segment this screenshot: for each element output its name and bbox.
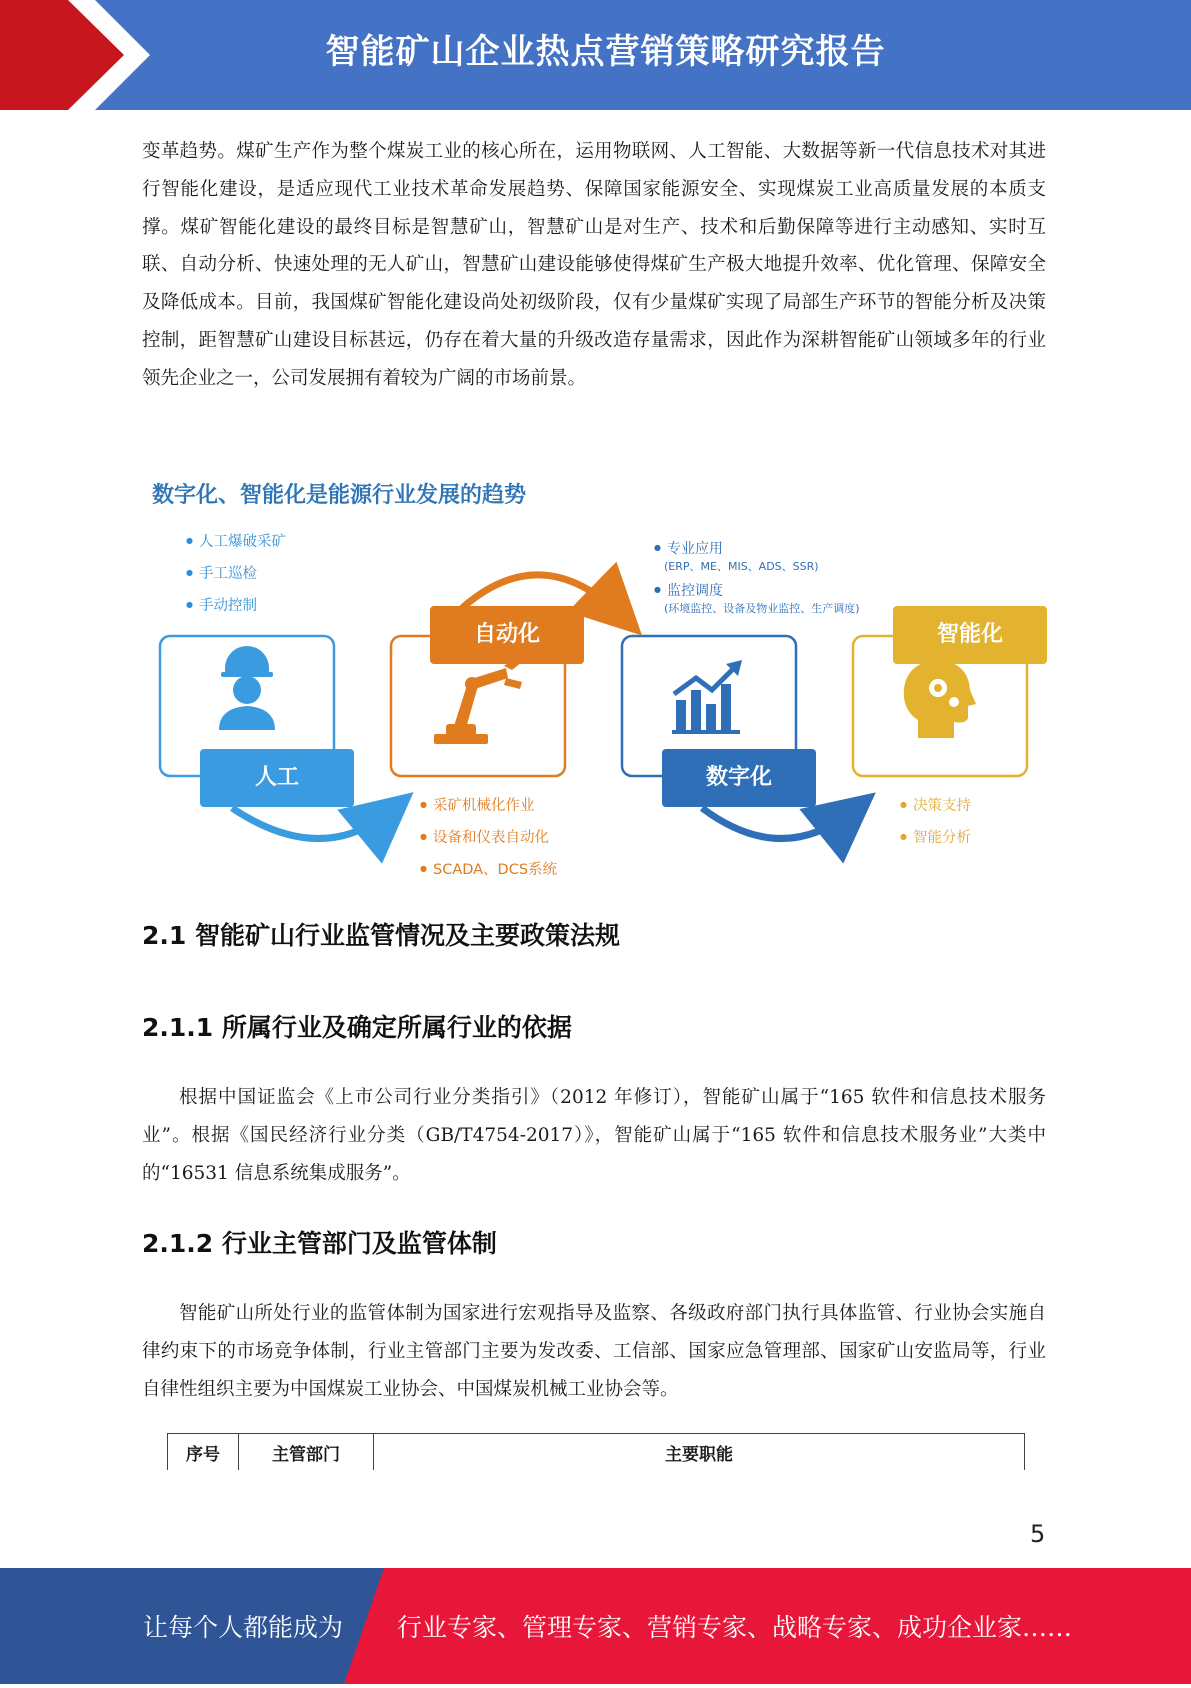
section-2-1-2-heading: 2.1.2 行业主管部门及监管体制	[142, 1229, 497, 1258]
section-2-1-heading: 2.1 智能矿山行业监管情况及主要政策法规	[142, 921, 620, 950]
automation-label: 自动化	[430, 606, 584, 664]
worker-icon	[219, 646, 275, 730]
arrow-manual-to-automation	[232, 808, 392, 839]
arrow-digital-to-intelligent	[702, 808, 854, 839]
page-header	[0, 0, 1191, 110]
authority-table	[167, 1433, 1025, 1470]
section-2-1-1-heading: 2.1.1 所属行业及确定所属行业的依据	[142, 1013, 572, 1042]
table-header-function: 主要职能	[374, 1434, 1025, 1471]
automation-bullet-2: ● 设备和仪表自动化	[420, 826, 549, 847]
trend-figure	[142, 468, 1052, 888]
table-header-department: 主管部门	[239, 1434, 374, 1471]
page-number: 5	[1030, 1520, 1046, 1548]
section-2-1-2-paragraph: 智能矿山所处行业的监管体制为国家进行宏观指导及监察、各级政府部门执行具体监管、行业协会实施自律约束下的市场竞争体制，行业主管部门主要为发改委、工信部、国家应急管理部、国家矿山安监局等，行业自律性组织主要为中国煤炭工业协会、中国煤炭机械工业协会等。	[142, 1303, 1046, 1400]
manual-bullet-3: ● 手动控制	[186, 594, 257, 615]
robot-arm-icon	[434, 656, 522, 744]
section-2-1-1-paragraph: 根据中国证监会《上市公司行业分类指引》（2012 年修订），智能矿山属于“165 软件和信息技术服务业”。根据《国民经济行业分类（GB/T4754-2017）》，智能矿山属于“165 软件和信息技术服务业”大类中的“16531 信息系统集成服务”。	[142, 1087, 1046, 1184]
manual-bullet-1: ● 人工爆破采矿	[186, 530, 286, 551]
automation-bullet-3: ● SCADA、DCS系统	[420, 858, 557, 879]
manual-label: 人工	[200, 749, 354, 807]
manual-bullet-2: ● 手工巡检	[186, 562, 257, 583]
table-header-row	[168, 1434, 1025, 1471]
digital-bullet-2: ● 监控调度	[654, 580, 723, 600]
automation-bullet-1: ● 采矿机械化作业	[420, 794, 534, 815]
intelligent-label: 智能化	[893, 606, 1047, 664]
table-header-index: 序号	[168, 1434, 239, 1471]
footer-slogan-right: 行业专家、管理专家、营销专家、战略专家、成功企业家……	[397, 1613, 1073, 1642]
footer-slogan-left: 让每个人都能成为	[143, 1613, 344, 1642]
digital-bullet-2-sub: (环境监控、设备及物业监控、生产调度)	[664, 602, 860, 615]
digital-bullet-1-sub: (ERP、ME、MIS、ADS、SSR)	[664, 560, 819, 573]
header-chevron-decoration	[0, 0, 160, 110]
page-footer	[0, 1568, 1191, 1684]
figure-title: 数字化、智能化是能源行业发展的趋势	[152, 483, 527, 508]
report-title: 智能矿山企业热点营销策略研究报告	[325, 32, 886, 72]
digital-bullet-1: ● 专业应用	[654, 538, 723, 558]
intelligent-bullet-2: ● 智能分析	[900, 826, 971, 847]
intelligent-bullet-1: ● 决策支持	[900, 794, 971, 815]
thinking-head-icon	[904, 660, 976, 738]
digital-label: 数字化	[662, 749, 816, 807]
growth-chart-icon	[672, 660, 742, 734]
intro-paragraph: 变革趋势。煤矿生产作为整个煤炭工业的核心所在，运用物联网、人工智能、大数据等新一代信息技术对其进行智能化建设，是适应现代工业技术革命发展趋势、保障国家能源安全、实现煤炭工业高质量发展的本质支撑。煤矿智能化建设的最终目标是智慧矿山，智慧矿山是对生产、技术和后勤保障等进行主动感知、实时互联、自动分析、快速处理的无人矿山，智慧矿山建设能够使得煤矿生产极大地提升效率、优化管理、保障安全及降低成本。目前，我国煤矿智能化建设尚处初级阶段，仅有少量煤矿实现了局部生产环节的智能分析及决策控制，距智慧矿山建设目标甚远，仍存在着大量的升级改造存量需求，因此作为深耕智能矿山领域多年的行业领先企业之一，公司发展拥有着较为广阔的市场前景。	[142, 141, 1046, 389]
